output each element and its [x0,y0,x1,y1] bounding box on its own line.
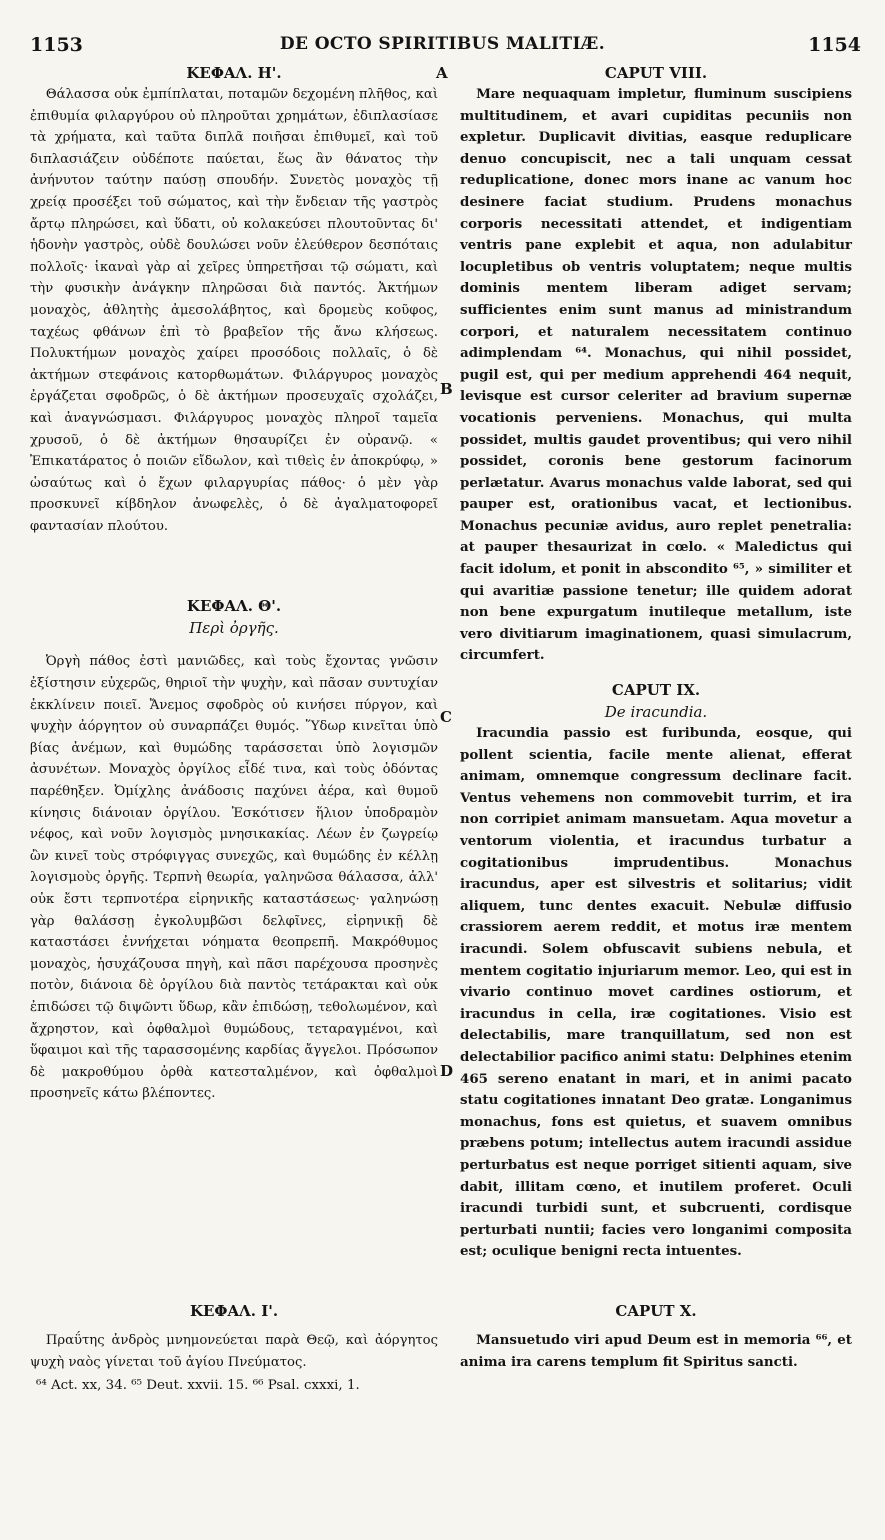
greek-chapter-8-heading: ΚΕΦΑΛ. Η'. [186,64,282,82]
greek-chapter-10-text: Πραΰτης ἀνδρὸς μνημονεύεται παρὰ Θεῷ, καὶ ἀόργητος ψυχὴ ναὸς γίνεται τοῦ ἁγίου Πνεύματος. [30,1333,438,1370]
margin-letter-d: D [440,1062,454,1080]
margin-letter-a: A [436,64,448,82]
greek-chapter-8-text: Θάλασσα οὐκ ἐμπίπλαται, ποταμῶν δεχομένη πλῆθος, καὶ ἐπιθυμία φιλαργύρου οὐ πληροῦται χρημάτων, ἐδιπλασίασε τὰ χρήματα, καὶ ταῦτα διπλᾶ ποιῆσαι ἐπιθυμεῖ, καὶ τοῦ διπλασιάζειν οὐδέποτε παύεται, ἕως ἂν θάνατος τὴν ἀνήνυτον ταύτην παύσῃ σπουδήν. Συνετὸς μοναχὸς τῇ χρείᾳ προσέξει τοῦ σώματος, καὶ τὴν ἔνδειαν τῆς γαστρὸς ἄρτῳ πληρώσει, καὶ ὕδατι, οὐ κολακεύσει πλουτοῦντας δι' ἡδονὴν γαστρὸς, οὐδὲ δουλώσει νοῦν ἐλεύθερον δεσπόταις πολλοῖς· ἱκαναὶ γὰρ αἱ χεῖρες ὑπηρετῆσαι τῷ σώματι, καὶ τὴν φυσικὴν ἀνάγκην πληρῶσαι διὰ παντός. Ἀκτήμων μοναχὸς, ἀθλητὴς ἀμεσολάβητος, καὶ δρομεὺς κοῦφος, ταχέως φθάνων ἐπὶ τὸ βραβεῖον τῆς ἄνω κλήσεως. Πολυκτήμων μοναχὸς χαίρει προσόδοις πολλαῖς, ὁ δὲ ἀκτήμων στεφάνοις κατορθωμάτων. Φιλάργυρος μοναχὸς ἐργάζεται σφοδρῶς, ὁ δὲ ἀκτήμων προσευχαῖς σχολάζει, καὶ ἀναγνώσμασι. Φιλάργυρος μοναχὸς πληροῖ ταμεῖα χρυσοῦ, ὁ δὲ ἀκτήμων θησαυρίζει ἐν οὐρανῷ. « Ἐπικατάρατος ὁ ποιῶν εἴδωλον, καὶ τιθεὶς ἐν ἀποκρύφῳ, » ὡσαύτως καὶ ὁ ἔχων φιλαργυρίας πάθος· ὁ μὲν γὰρ προσκυνεῖ κίβδηλον ἀνωφελὲς, ὁ δὲ ἀγαλματοφορεῖ φαντασίαν πλούτου. [30,87,438,534]
page-number-left: 1153 [30,34,83,56]
latin-chapter-8-text: Mare nequaquam impletur, fluminum suscipiens multitudinem, et avari cupiditas pecuniis non expletur. Duplicavit divitias, easque reduplicare denuo concupiscit, nec a tali unquam cessat reduplicatione, donec mors inane ac vanum hoc desinere faciat studium. Prudens monachus corporis necessitati attendet, et indigentiam ventris pane explebit et aqua, non adulabitur locupletibus ob ventris voluptatem; neque multis dominis mentem liberam adiget servam; sufficientes enim sunt manus ad ministrandum corpori, et naturalem necessitatem continuo adimplendam ⁶⁴. Monachus, qui nihil possidet, pugil est, qui per medium apprehendi 464 nequit, levisque est cursor celeriter ad bravium supernæ vocationis perveniens. Monachus, qui multa possidet, multis gaudet proventibus; qui vero nihil possidet, coronis bene gestorum facinorum perlætatur. Avarus monachus valde laborat, sed qui pauper est, orationibus vacat, et lectionibus. Monachus pecuniæ avidus, auro replet penetralia: at pauper thesaurizat in cœlo. « Maledictus qui facit idolum, et ponit in abscondito ⁶⁵, » similiter et qui avaritiæ passione tenetur; ille quidem adorat non bene expurgatum inutileque metallum, iste vero divitiarum imaginationem, quasi simulacrum, circumfert. [460,86,852,664]
latin-chapter-10-heading: CAPUT X. [615,1302,697,1320]
running-title: DE OCTO SPIRITIBUS MALITIÆ. [279,34,606,54]
greek-chapter-9-heading: ΚΕΦΑΛ. Θ'. [186,597,282,616]
greek-chapter-10-body [30,1330,438,1373]
greek-chapter-9-subtitle: Περὶ ὀργῆς. [189,619,279,638]
latin-chapter-10-body [460,1330,852,1373]
latin-chapter-9-subtitle: De iracundia. [604,703,708,722]
greek-chapter-10-heading: ΚΕΦΑΛ. Ι'. [189,1302,279,1320]
latin-column [460,62,852,1263]
greek-column [30,62,438,1105]
greek-chapter-9-text: Ὀργὴ πάθος ἐστὶ μανιῶδες, καὶ τοὺς ἔχοντας γνῶσιν ἐξίστησιν εὐχερῶς, θηριοῖ τὴν ψυχὴν, καὶ πᾶσαν συντυχίαν ἐκκλίνειν ποιεῖ. Ἄνεμος σφοδρὸς οὐ κινήσει πύργον, καὶ ψυχὴν ἀόργητον οὐ συναρπάζει θυμός. Ὕδωρ κινεῖται ὑπὸ βίας ἀνέμων, καὶ θυμώδης ταράσσεται ὑπὸ λογισμῶν ἀσυνέτων. Μοναχὸς ὀργίλος εἶδέ τινα, καὶ τοὺς ὀδόντας παρέθηξεν. Ὀμίχλης ἀνάδοσις παχύνει ἀέρα, καὶ θυμοῦ κίνησις διάνοιαν ὀργίλου. Ἐσκότισεν ἥλιον ὑποδραμὸν νέφος, καὶ νοῦν λογισμὸς μνησικακίας. Λέων ἐν ζωγρείῳ ὢν κινεῖ τοὺς στρόφιγγας συνεχῶς, καὶ θυμώδης ἐν κέλλῃ λογισμοὺς ὀργῆς. Τερπνὴ θεωρία, γαληνῶσα θάλασσα, ἀλλ' οὐκ ἔστι τερπνοτέρα εἰρηνικῆς καταστάσεως· γαληνώσῃ γὰρ θαλάσσῃ ἐγκολυμβῶσι δελφῖνες, εἰρηνικῇ δὲ καταστάσει ἐννήχεται νόηματα θεοπρεπῆ. Μακρόθυμος μοναχὸς, ἡσυχάζουσα πηγὴ, καὶ πᾶσι παρέχουσα προσηνὲς ποτὸν, διάνοια δὲ ὀργίλου διὰ παντὸς τετάρακται καὶ οὐκ ἐπιδώσει τῷ διψῶντι ὕδωρ, κἂν ἐπιδώσῃ, τεθολωμένον, καὶ ἄχρηστον, καὶ ὀφθαλμοὶ θυμώδους, τεταραγμένοι, καὶ ὕφαιμοι καὶ τῆς ταρασσομένης καρδίας ἄγγελοι. Πρόσωπον δὲ μακροθύμου ὀρθὰ κατεσταλμένον, καὶ ὀφθαλμοὶ προσηνεῖς κάτω βλέποντες. [30,654,438,1102]
page-header [0,34,885,58]
margin-letter-b: B [440,380,453,398]
greek-chapter-10 [30,1300,438,1322]
page-number-right: 1154 [808,34,861,56]
latin-chapter-10-text: Mansuetudo viri apud Deum est in memoria ⁶⁶, et anima ira carens templum fit Spiritus sancti. [460,1332,852,1370]
margin-letter-c: C [440,708,452,726]
latin-chapter-10 [460,1300,852,1322]
latin-chapter-9-text: Iracundia passio est furibunda, eosque, qui pollent scientia, facile mente alienat, efferat animam, omnemque congressum declinare facit. Ventus vehemens non commovebit turrim, et ira non corripiet animam mansuetam. Aqua movetur a ventorum violentia, et iracundus turbatur a cogitationibus imprudentibus. Monachus iracundus, aper est silvestris et solitarius; vidit aliquem, tunc dentes exacuit. Nebulæ diffusio crassiorem aerem reddit, et motus iræ mentem iracundi. Solem obfuscavit subiens nebula, et mentem cogitatio injuriarum memor. Leo, qui est in vivario continuo movet cardines ostiorum, et iracundus in cella, iræ cogitationes. Visio est delectabilis, mare tranquillatum, sed non est delectabilior pacifico animi statu: Delphines etenim 465 sereno enatant in mari, et in animi pacato statu cogitationes innatant Deo gratæ. Longanimus monachus, fons est quietus, et suavem omnibus præbens potum; intellectus autem iracundi assidue perturbatus est neque porriget sitienti aquam, sive dabit, illitam cœno, et inutilem proferet. Oculi iracundi turbidi sunt, et subcruenti, cordisque perturbati nuntii; facies vero longanimi composita est; oculique benigni recta intuentes. [460,725,852,1260]
footnotes: ⁶⁴ Act. xx, 34. ⁶⁵ Deut. xxvii. 15. ⁶⁶ Psal. cxxxi, 1. [36,1378,360,1393]
latin-chapter-9-heading: CAPUT IX. [611,681,701,700]
latin-chapter-8-heading: CAPUT VIII. [604,64,708,82]
